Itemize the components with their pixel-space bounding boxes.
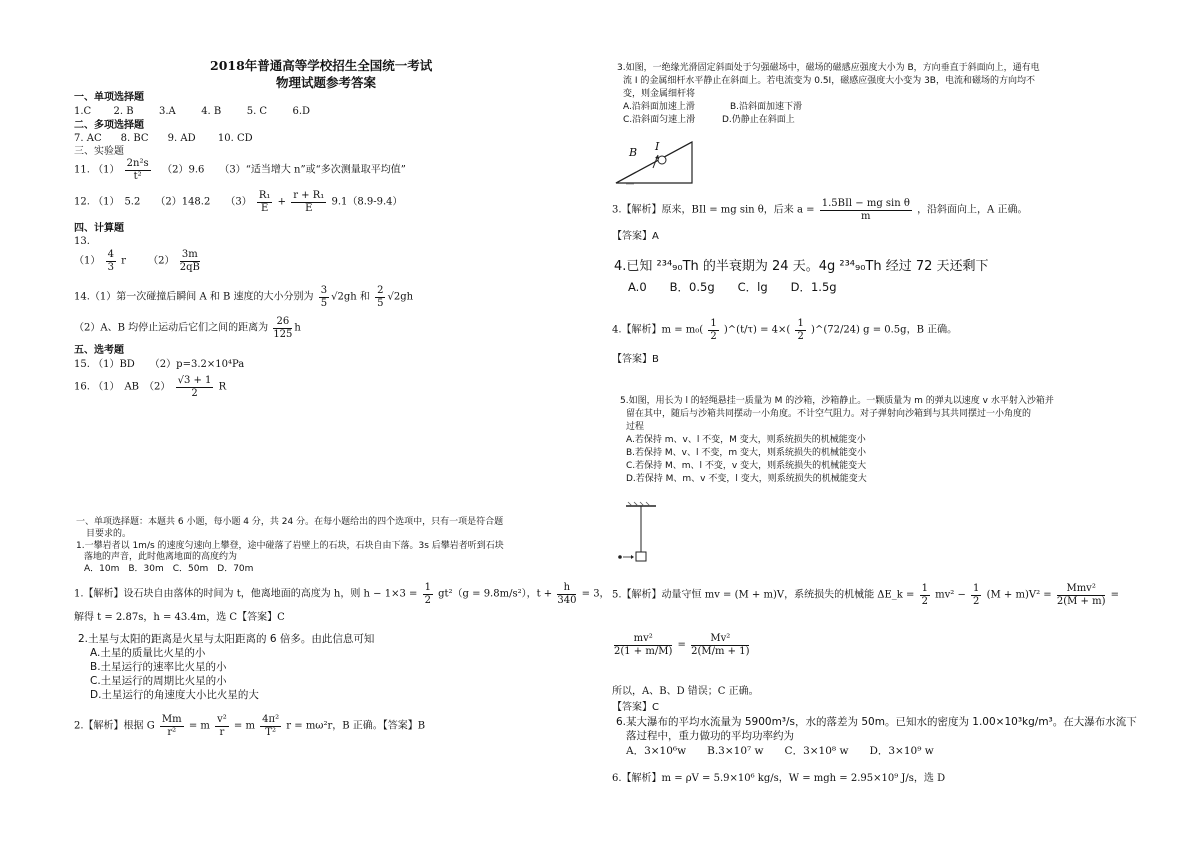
question-3-text-cont: 流 I 的金属细杆水平静止在斜面上。若电流变为 0.5I，磁感应强度大小变为 3B，电流和磁场的方向均不 bbox=[623, 76, 1035, 86]
fraction: $\frac{2}{5}$ bbox=[377, 285, 384, 309]
fraction: $\frac{\text{2n²s}}{\text{t²}}$ bbox=[126, 158, 149, 182]
question-6-text: 6.某大瀑布的平均水流量为 5900m³/s，水的落差为 50m。已知水的密度为 1.00×10³kg/m³。在大瀑布水流下 bbox=[616, 716, 1137, 728]
question-6-text-cont: 落过程中，重力做功的平均功率约为 bbox=[626, 730, 794, 742]
answer-item: 7. AC bbox=[74, 133, 102, 144]
question-3-option: D.仍静止在斜面上 bbox=[722, 115, 795, 125]
question-4-options: A.0 B．0.5g C．lg D．1.5g bbox=[628, 280, 837, 294]
fraction: $\frac{1}{2}$ bbox=[921, 583, 928, 607]
question-2-option: A.土星的质量比火星的小 bbox=[90, 647, 206, 659]
answer-13-label: 13. bbox=[74, 236, 90, 247]
fraction: $\frac{3m}{2qB}$ bbox=[179, 249, 200, 273]
solution-5-cont: $\frac{\text{mv²}}{2(1 + m/M)}$ = $\frac{\text{Mv²}}{2(M/m + 1)}$ bbox=[614, 633, 750, 657]
fraction: $\frac{\text{R₁}}{E}$ bbox=[258, 190, 271, 214]
section-heading: 三、实验题 bbox=[74, 146, 124, 157]
answer-16: 16. （1） AB （2） $\frac{√3 + 1}{2}$ R bbox=[74, 375, 227, 399]
question-3-text-cont: 变，则金属细杆将 bbox=[623, 89, 696, 99]
section-heading: 二、多项选择题 bbox=[74, 120, 144, 131]
fraction: $\frac{\text{1.5BIl − mg sin θ}}{m}$ bbox=[821, 198, 910, 222]
question-3-option: B.沿斜面加速下滑 bbox=[730, 102, 803, 112]
question-5-text: 5.如图，用长为 l 的轻绳悬挂一质量为 M 的沙箱，沙箱静止。一颗质量为 m 的弹丸以速度 v 水平射入沙箱并 bbox=[620, 396, 1054, 406]
fraction: $\frac{3}{5}$ bbox=[320, 285, 328, 309]
fraction: $\frac{1}{2}$ bbox=[797, 318, 804, 342]
solution-4: 4.【解析】m = m₀( $\frac{1}{2}$ )^(t/τ) = 4×( $\frac{1}{2}$ )^(72/24) g = 0.5g，B 正确。 bbox=[612, 318, 958, 342]
answer-14-part2: （2）A、B 均停止运动后它们之间的距离为 $\frac{26}{125}$ h bbox=[74, 316, 301, 340]
solution-6: 6.【解析】m = ρV = 5.9×10⁶ kg/s，W = mgh = 2.95×10⁹ J/s，选 D bbox=[612, 773, 946, 784]
question-2-option: D.土星运行的角速度大小比火星的大 bbox=[90, 689, 259, 701]
question-4-text: 4.已知 ²³⁴₉₀Th 的半衰期为 24 天。4g ²³⁴₉₀Th 经过 72 天还剩下 bbox=[614, 259, 989, 274]
solution-3: 3.【解析】原来，BIl = mg sin θ，后来 a = $\frac{\text{1.5BIl − mg sin θ}}{m}$ ，沿斜面向上，A 正确。 bbox=[612, 198, 1028, 222]
fraction: $\frac{h}{340}$ bbox=[557, 582, 577, 606]
section-instructions: 一、单项选择题：本题共 6 小题，每小题 4 分，共 24 分。在每小题给出的四个选项中，只有一项是符合题 bbox=[76, 517, 504, 527]
question-5-text-cont: 过程 bbox=[626, 422, 645, 432]
question-1-options: A．10m B．30m C．50m D．70m bbox=[84, 564, 254, 574]
section-heading: 四、计算题 bbox=[74, 223, 124, 234]
answer-5: 【答案】C bbox=[612, 702, 659, 713]
answer-item: 3.A bbox=[158, 106, 176, 117]
answer-item: 4. B bbox=[201, 106, 222, 117]
question-3-text: 3.如图，一绝缘光滑固定斜面处于匀强磁场中，磁场的磁感应强度大小为 B，方向垂直于斜面向上，通有电 bbox=[617, 63, 1040, 73]
document-subtitle: 物理试题参考答案 bbox=[276, 75, 377, 90]
fraction: $\frac{\text{Mv²}}{2(M/m + 1)}$ bbox=[691, 633, 750, 657]
pendulum-figure bbox=[612, 500, 660, 570]
solution-5-conclusion: 所以，A、B、D 错误；C 正确。 bbox=[612, 686, 759, 697]
answer-13: （1） $\frac{4}{3}$ r （2） $\frac{3m}{2qB}$ bbox=[74, 249, 200, 273]
question-5-option: D.若保持 M、m、v 不变，l 变大，则系统损失的机械能变大 bbox=[626, 474, 867, 484]
answer-row-single-choice bbox=[74, 106, 310, 119]
question-3-option: A.沿斜面加速上滑 bbox=[623, 102, 695, 112]
document-title: 2018年普通高等学校招生全国统一考试 bbox=[210, 58, 433, 73]
solution-1-result: 解得 t = 2.87s，h = 43.4m，选 C【答案】C bbox=[74, 612, 285, 623]
answer-item: 1.C bbox=[74, 106, 92, 117]
fraction: $\frac{26}{125}$ bbox=[273, 316, 293, 340]
answer-3: 【答案】A bbox=[612, 231, 659, 242]
fraction: $\frac{1}{2}$ bbox=[973, 583, 980, 607]
question-5-option: A.若保持 m、v、l 不变，M 变大，则系统损失的机械能变小 bbox=[626, 435, 866, 445]
answer-item: 8. BC bbox=[120, 133, 149, 144]
section-heading: 五、选考题 bbox=[74, 345, 124, 356]
answer-15: 15. （1）BD （2）p=3.2×10⁴Pa bbox=[74, 359, 245, 370]
answer-12: 12. （1） 5.2 （2）148.2 （3） $\frac{\text{R₁}}{E}$ + $\frac{\text{r + R₁}}{E}$ 9.1（8.9-9.4） bbox=[74, 190, 403, 214]
solution-1: 1.【解析】设石块自由落体的时间为 t，他离地面的高度为 h，则 h − 1×3 = $\frac{1}{2}$ gt²（g = 9.8m/s²），t + $\frac{h}{340}$ = 3， bbox=[74, 582, 610, 606]
question-6-options: A．3×10⁶w B.3×10⁷ w C．3×10⁸ w D．3×10⁹ w bbox=[626, 745, 934, 757]
answer-item: 10. CD bbox=[217, 133, 253, 144]
fraction: $\frac{Mm}{\text{r²}}$ bbox=[161, 714, 182, 738]
answer-item: 2. B bbox=[113, 106, 134, 117]
solution-2: 2.【解析】根据 G $\frac{Mm}{\text{r²}}$ = m $\frac{\text{v²}}{r}$ = m $\frac{\text{4π²}}{\text{T²}}$ r = mω²r，B 正确。【答案】B bbox=[74, 714, 426, 738]
section-instructions-cont: 目要求的。 bbox=[86, 529, 132, 539]
figure-label-b: B bbox=[629, 146, 638, 159]
fraction: $\frac{1}{2}$ bbox=[710, 318, 717, 342]
question-2-text: 2.土星与太阳的距离是火星与太阳距离的 6 倍多。由此信息可知 bbox=[78, 633, 375, 645]
answer-item: 6.D bbox=[292, 106, 311, 117]
fraction: $\frac{\text{r + R₁}}{E}$ bbox=[293, 190, 325, 214]
answer-item: 9. AD bbox=[167, 133, 196, 144]
fraction: $\frac{\text{4π²}}{\text{T²}}$ bbox=[262, 714, 280, 738]
section-heading: 一、单项选择题 bbox=[74, 92, 144, 103]
question-3-option: C.沿斜面匀速上滑 bbox=[623, 115, 696, 125]
question-2-option: C.土星运行的周期比火星的小 bbox=[90, 675, 227, 687]
figure-label-i: I bbox=[655, 140, 660, 153]
answer-4: 【答案】B bbox=[612, 354, 659, 365]
answer-item: 5. C bbox=[246, 106, 268, 117]
incline-figure bbox=[612, 140, 696, 186]
answer-11: 11. （1） $\frac{\text{2n²s}}{\text{t²}}$ （2）9.6 （3）“适当增大 n”或“多次测量取平均值” bbox=[74, 158, 406, 182]
answer-row-multi-choice bbox=[74, 133, 253, 146]
sqrt-expression: √2gh bbox=[387, 291, 414, 303]
fraction: $\frac{\text{mv²}}{2(1 + m/M)}$ bbox=[614, 633, 673, 657]
question-5-text-cont: 留在其中，随后与沙箱共同摆动一小角度。不计空气阻力。对子弹射向沙箱到与其共同摆过一小角度的 bbox=[626, 409, 1032, 419]
fraction: $\frac{\text{Mmv²}}{2(M + m)}$ bbox=[1056, 583, 1106, 607]
question-5-option: C.若保持 M、m、l 不变，v 变大，则系统损失的机械能变大 bbox=[626, 461, 867, 471]
question-1-text: 1.一攀岩者以 1m/s 的速度匀速向上攀登，途中碰落了岩壁上的石块，石块自由下落。3s 后攀岩者听到石块 bbox=[76, 541, 504, 551]
fraction: $\frac{4}{3}$ bbox=[107, 249, 114, 273]
fraction: $\frac{\text{v²}}{r}$ bbox=[217, 714, 227, 738]
question-2-option: B.土星运行的速率比火星的小 bbox=[90, 661, 227, 673]
fraction: $\frac{√3 + 1}{2}$ bbox=[177, 375, 212, 399]
question-5-option: B.若保持 M、v、l 不变，m 变大，则系统损失的机械能变小 bbox=[626, 448, 866, 458]
question-1-text-cont: 落地的声音，此时他离地面的高度约为 bbox=[84, 552, 238, 562]
solution-5: 5.【解析】动量守恒 mv = (M + m)V，系统损失的机械能 ΔE_k = $\frac{1}{2}$ mv² − $\frac{1}{2}$ (M + m)V² = $\frac{\text{Mmv²}}{2(M + m)}$ = bbox=[612, 583, 1120, 607]
fraction: $\frac{1}{2}$ bbox=[424, 582, 431, 606]
answer-14-part1: 14.（1）第一次碰撞后瞬间 A 和 B 速度的大小分别为 $\frac{3}{5}$ √2gh 和 $\frac{2}{5}$ √2gh bbox=[74, 285, 414, 309]
